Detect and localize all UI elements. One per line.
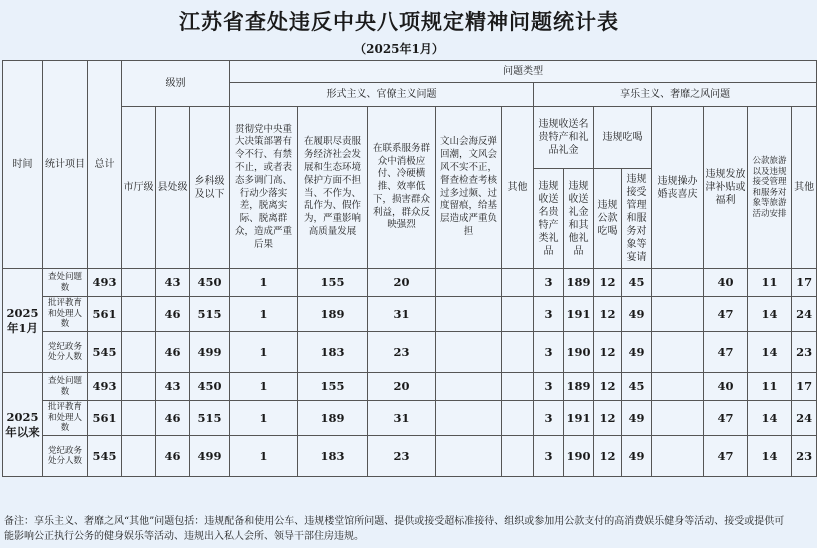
row-item: 党纪政务处分人数	[43, 436, 88, 477]
cell-e1: 12	[594, 332, 622, 373]
cell-e2: 49	[622, 332, 652, 373]
header-level: 级别	[122, 61, 230, 107]
cell-f4	[436, 373, 502, 401]
header-item: 统计项目	[43, 61, 88, 269]
cell-h3	[652, 269, 704, 297]
cell-f1: 1	[230, 373, 298, 401]
cell-city	[122, 401, 156, 436]
cell-township: 515	[190, 297, 230, 332]
cell-county: 46	[156, 401, 190, 436]
cell-g1: 3	[534, 297, 564, 332]
cell-f4	[436, 297, 502, 332]
period-label: 2025年1月	[3, 269, 43, 373]
cell-h5: 11	[748, 373, 792, 401]
cell-total: 493	[88, 269, 122, 297]
header-level-county: 县处级	[156, 107, 190, 269]
cell-g1: 3	[534, 436, 564, 477]
cell-g2: 190	[564, 332, 594, 373]
header-formalism-4: 文山会海反弹回潮，文风会风不实不正，督查检查考核过多过频、过度留痕，给基层造成严重负担	[436, 107, 502, 269]
cell-h4: 40	[704, 269, 748, 297]
cell-f5	[502, 332, 534, 373]
cell-f2: 189	[298, 297, 368, 332]
cell-h6: 23	[792, 436, 817, 477]
cell-city	[122, 332, 156, 373]
cell-f5	[502, 269, 534, 297]
header-tourism: 公款旅游以及违规接受管理和服务对象等旅游活动安排	[748, 107, 792, 269]
cell-f1: 1	[230, 297, 298, 332]
cell-h5: 14	[748, 436, 792, 477]
cell-f1: 1	[230, 269, 298, 297]
cell-e1: 12	[594, 269, 622, 297]
header-total: 总计	[88, 61, 122, 269]
cell-h5: 11	[748, 269, 792, 297]
cell-g1: 3	[534, 373, 564, 401]
footnote: 备注：享乐主义、奢靡之风“其他”问题包括：违规配备和使用公车、违规楼堂馆所问题、提供或接受超标准接待、组织或参加用公款支付的高消费娱乐健身等活动、接受或提供可能影响公正执行公务的健身娱乐等活动、违规出入私人会所、领导干部住房违规。	[4, 516, 785, 542]
page-title: 江苏省查处违反中央八项规定精神问题统计表	[179, 9, 619, 34]
row-item: 批评教育和处理人数	[43, 297, 88, 332]
header-time: 时间	[3, 61, 43, 269]
cell-county: 46	[156, 332, 190, 373]
cell-e2: 49	[622, 401, 652, 436]
header-allowances: 违规发放津补贴或福利	[704, 107, 748, 269]
cell-total: 545	[88, 332, 122, 373]
cell-f2: 183	[298, 436, 368, 477]
cell-h3	[652, 401, 704, 436]
cell-h6: 23	[792, 332, 817, 373]
cell-f1: 1	[230, 436, 298, 477]
cell-f3: 31	[368, 297, 436, 332]
row-item: 查处问题数	[43, 269, 88, 297]
cell-f2: 189	[298, 401, 368, 436]
cell-f5	[502, 436, 534, 477]
cell-township: 450	[190, 269, 230, 297]
period-label: 2025年以来	[3, 373, 43, 477]
cell-e2: 49	[622, 436, 652, 477]
cell-f4	[436, 401, 502, 436]
cell-g2: 189	[564, 269, 594, 297]
header-problem-type: 问题类型	[230, 61, 817, 83]
header-gifts-specialty: 违规收送名贵特产类礼品	[534, 169, 564, 269]
cell-h6: 17	[792, 269, 817, 297]
header-eating-public-funds: 违规公款吃喝	[594, 169, 622, 269]
header-eating: 违规吃喝	[594, 107, 652, 169]
statistics-table	[2, 60, 817, 477]
cell-f3: 23	[368, 332, 436, 373]
table-row	[3, 269, 817, 297]
cell-h4: 47	[704, 436, 748, 477]
cell-city	[122, 373, 156, 401]
header-level-city: 市厅级	[122, 107, 156, 269]
table-row	[3, 297, 817, 332]
table-row	[3, 401, 817, 436]
header-formalism-3: 在联系服务群众中消极应付、冷硬横推、效率低下，损害群众利益，群众反映强烈	[368, 107, 436, 269]
table-row	[3, 436, 817, 477]
cell-h3	[652, 373, 704, 401]
cell-g1: 3	[534, 269, 564, 297]
row-item: 批评教育和处理人数	[43, 401, 88, 436]
cell-e1: 12	[594, 401, 622, 436]
cell-h5: 14	[748, 401, 792, 436]
cell-f5	[502, 401, 534, 436]
header-formalism-other: 其他	[502, 107, 534, 269]
cell-f2: 155	[298, 373, 368, 401]
cell-township: 515	[190, 401, 230, 436]
header-gifts-cash: 违规收送礼金和其他礼品	[564, 169, 594, 269]
cell-total: 493	[88, 373, 122, 401]
cell-h4: 47	[704, 332, 748, 373]
cell-h4: 40	[704, 373, 748, 401]
cell-e1: 12	[594, 297, 622, 332]
cell-f4	[436, 332, 502, 373]
header-eating-banquets: 违规接受管理和服务对象等宴请	[622, 169, 652, 269]
cell-g1: 3	[534, 332, 564, 373]
cell-county: 43	[156, 373, 190, 401]
cell-city	[122, 436, 156, 477]
cell-h6: 24	[792, 401, 817, 436]
cell-h3	[652, 297, 704, 332]
cell-county: 46	[156, 436, 190, 477]
cell-h3	[652, 436, 704, 477]
cell-f3: 23	[368, 436, 436, 477]
header-formalism-2: 在履职尽责服务经济社会发展和生态环境保护方面不担当、不作为、乱作为、假作为，严重影响高质量发展	[298, 107, 368, 269]
page-subtitle: （2025年1月）	[354, 42, 444, 56]
cell-h5: 14	[748, 297, 792, 332]
header-weddings-funerals: 违规操办婚丧喜庆	[652, 107, 704, 269]
header-gifts: 违规收送名贵特产和礼品礼金	[534, 107, 594, 169]
cell-f2: 183	[298, 332, 368, 373]
cell-f3: 20	[368, 269, 436, 297]
cell-total: 545	[88, 436, 122, 477]
cell-county: 46	[156, 297, 190, 332]
cell-h6: 17	[792, 373, 817, 401]
header-level-township: 乡科级及以下	[190, 107, 230, 269]
cell-h6: 24	[792, 297, 817, 332]
header-formalism: 形式主义、官僚主义问题	[230, 83, 534, 107]
cell-e2: 45	[622, 373, 652, 401]
cell-h3	[652, 332, 704, 373]
table-row	[3, 373, 817, 401]
header-formalism-1: 贯彻党中央重大决策部署有令不行、有禁不止，或者表态多调门高、行动少落实差，脱离实际、脱离群众，造成严重后果	[230, 107, 298, 269]
cell-h4: 47	[704, 297, 748, 332]
cell-e2: 49	[622, 297, 652, 332]
cell-f5	[502, 373, 534, 401]
cell-g2: 190	[564, 436, 594, 477]
cell-h4: 47	[704, 401, 748, 436]
row-item: 查处问题数	[43, 373, 88, 401]
cell-city	[122, 297, 156, 332]
cell-total: 561	[88, 401, 122, 436]
cell-township: 450	[190, 373, 230, 401]
header-hedonism: 享乐主义、奢靡之风问题	[534, 83, 817, 107]
cell-e1: 12	[594, 436, 622, 477]
cell-f3: 20	[368, 373, 436, 401]
cell-g1: 3	[534, 401, 564, 436]
cell-f3: 31	[368, 401, 436, 436]
cell-e2: 45	[622, 269, 652, 297]
cell-f1: 1	[230, 401, 298, 436]
cell-h5: 14	[748, 332, 792, 373]
cell-f2: 155	[298, 269, 368, 297]
cell-g2: 189	[564, 373, 594, 401]
cell-county: 43	[156, 269, 190, 297]
header-hedonism-other: 其他	[792, 107, 817, 269]
cell-g2: 191	[564, 401, 594, 436]
cell-f4	[436, 269, 502, 297]
cell-g2: 191	[564, 297, 594, 332]
cell-city	[122, 269, 156, 297]
table-row	[3, 332, 817, 373]
cell-f5	[502, 297, 534, 332]
row-item: 党纪政务处分人数	[43, 332, 88, 373]
cell-township: 499	[190, 436, 230, 477]
cell-e1: 12	[594, 373, 622, 401]
cell-township: 499	[190, 332, 230, 373]
cell-total: 561	[88, 297, 122, 332]
cell-f4	[436, 436, 502, 477]
cell-f1: 1	[230, 332, 298, 373]
